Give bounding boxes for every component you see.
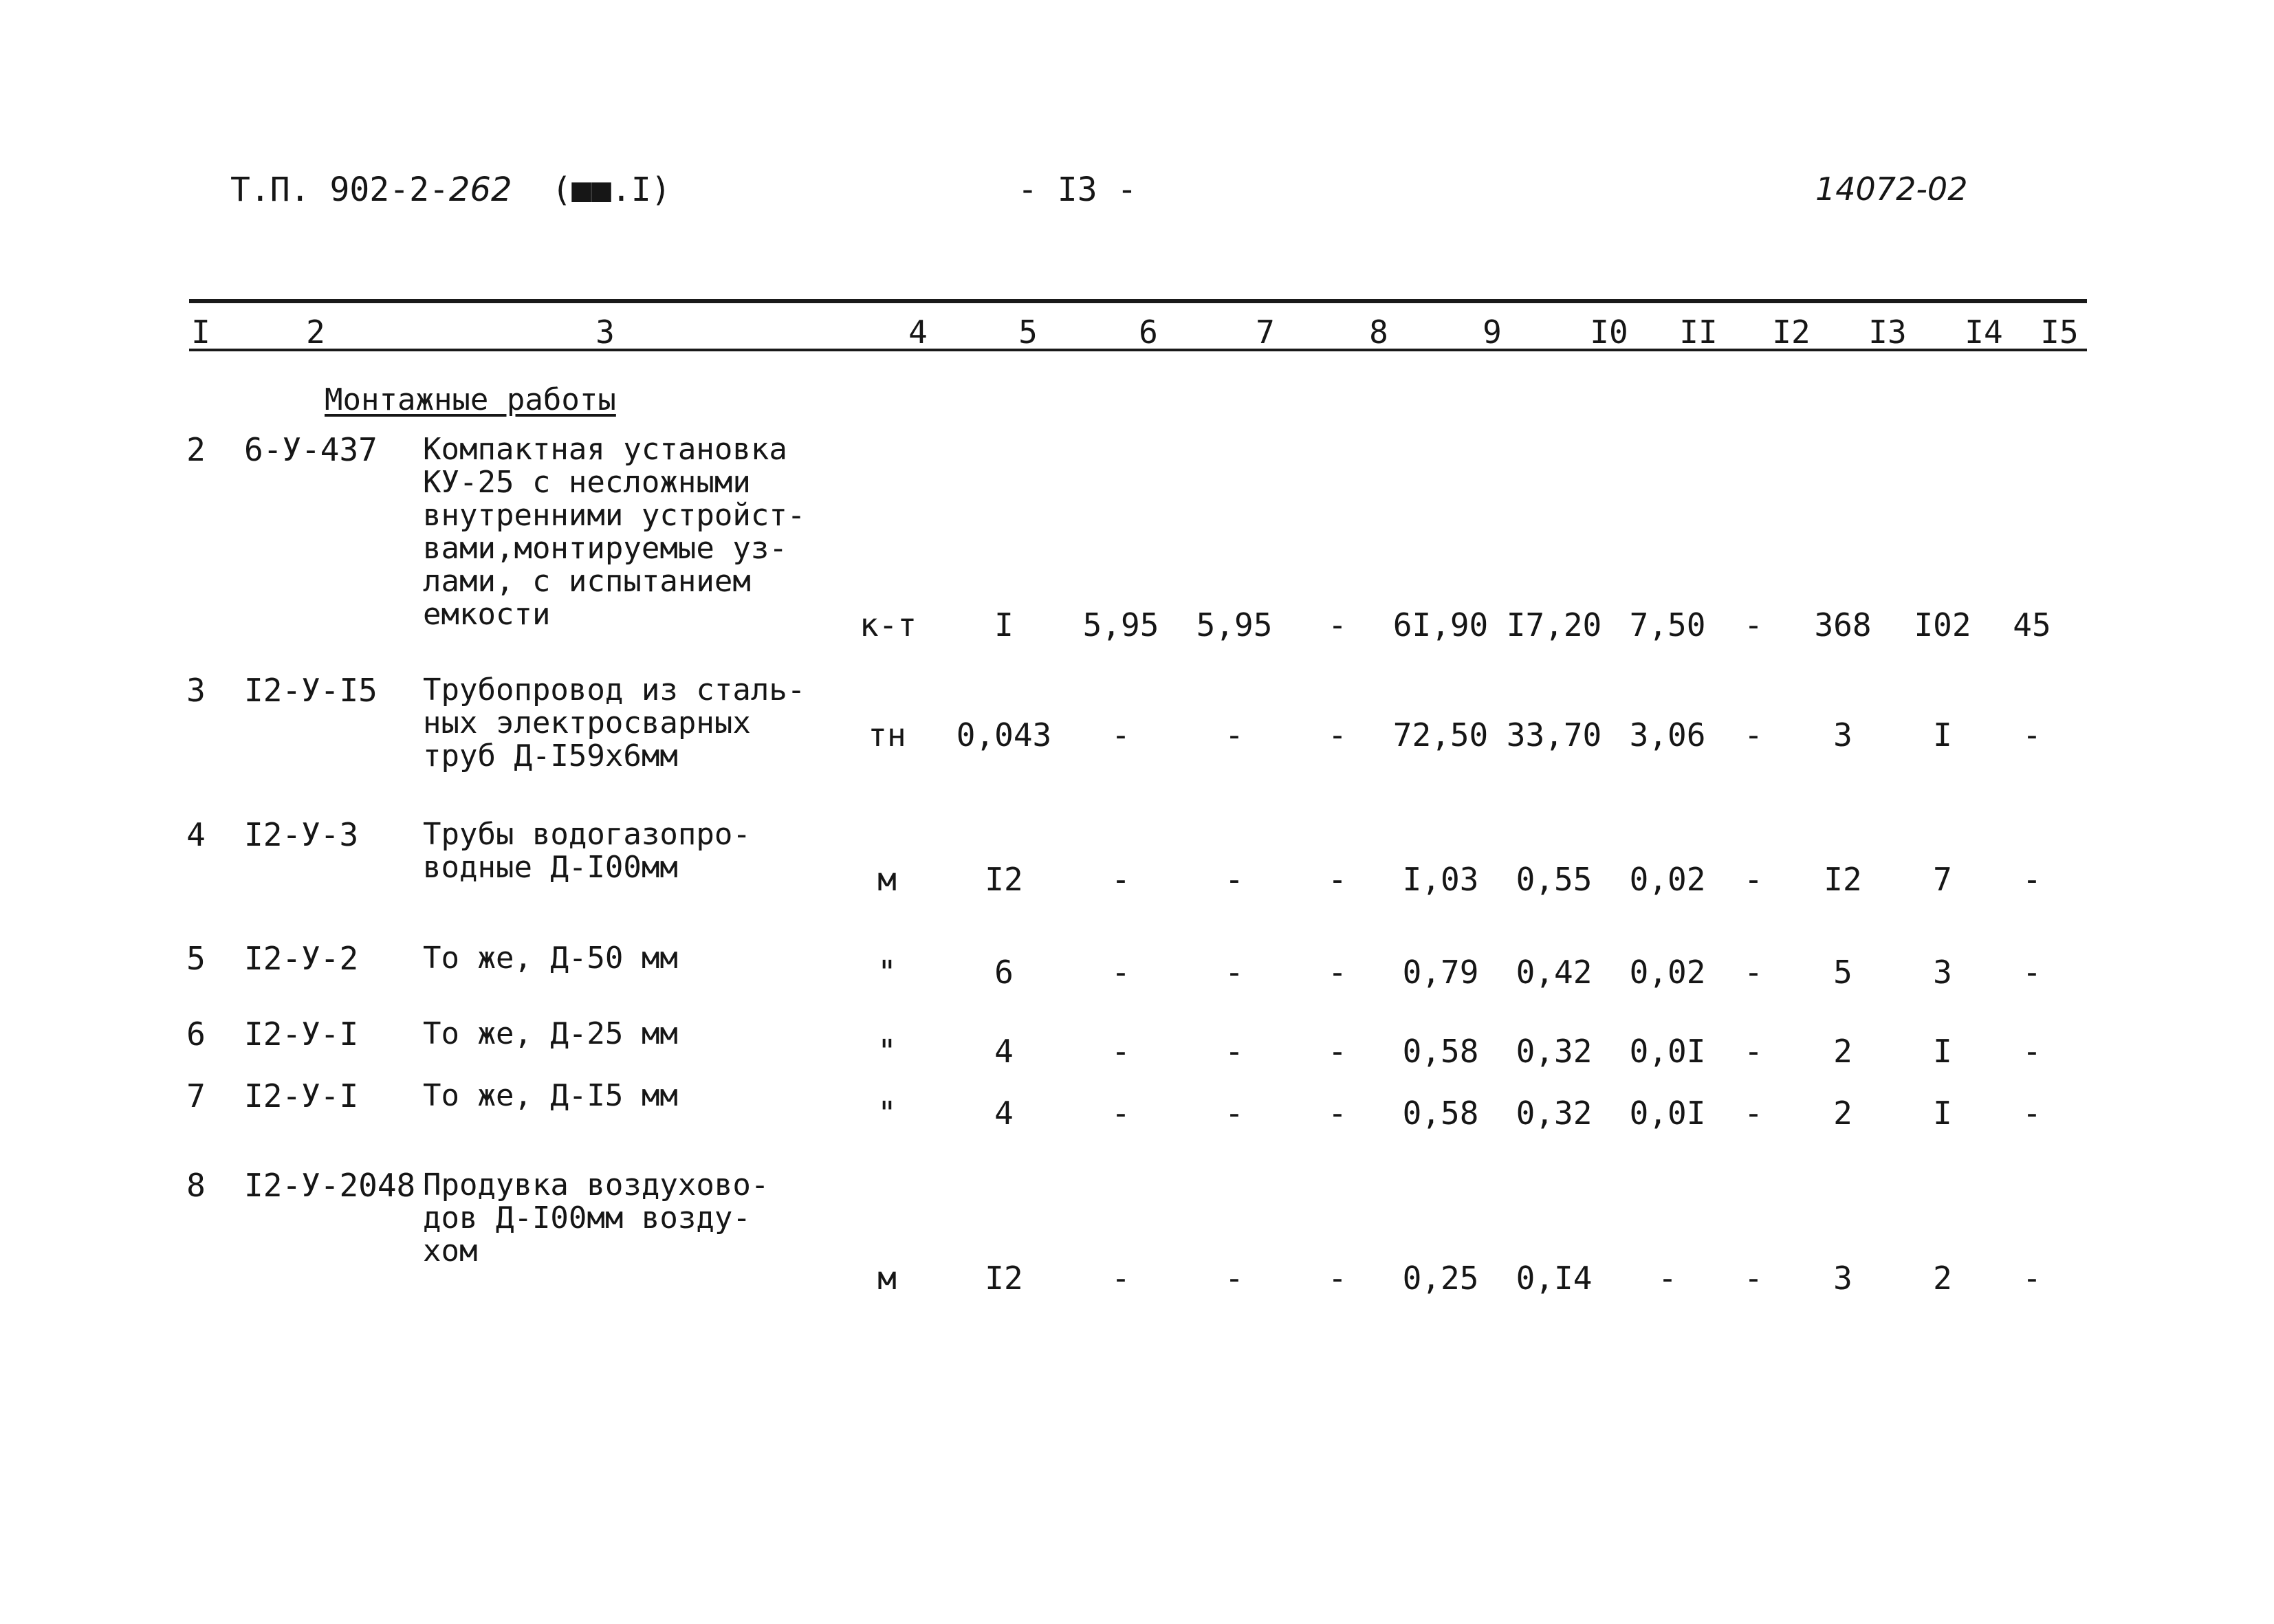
description-line: То же, Д-50 мм [423,941,678,976]
value-col-10: 0,32 [1516,1033,1593,1070]
value-col-9: 0,58 [1402,1033,1479,1070]
doc-prefix: Т.П. 902-2- [230,171,449,209]
value-col-5: 4 [994,1095,1014,1132]
value-col-5: I [994,606,1014,644]
value-col-6: - [1111,861,1130,898]
unit-of-measure: " [877,1095,897,1132]
page-number: - I3 - [1018,171,1137,209]
value-col-6: - [1111,1095,1130,1132]
column-number: 9 [1483,314,1502,351]
value-col-5: 4 [994,1033,1014,1070]
value-col-9: 0,25 [1402,1260,1479,1297]
description-line: хом [423,1233,478,1269]
column-number: I3 [1868,314,1907,351]
row-number: 7 [186,1077,206,1115]
item-code: I2-У-I [244,1077,359,1115]
item-code: I2-У-I5 [244,672,378,709]
item-description [423,942,678,975]
item-description [423,674,805,773]
value-col-6: - [1111,1033,1130,1070]
item-code: I2-У-2 [244,940,359,977]
column-number: 4 [908,314,928,351]
value-col-14: 2 [1933,1260,1952,1297]
value-col-15: - [2022,1095,2042,1132]
value-col-8: - [1328,606,1347,644]
column-number: 6 [1139,314,1158,351]
value-col-5: 6 [994,954,1014,991]
value-col-12: - [1744,1095,1763,1132]
row-number: 5 [186,940,206,977]
row-number: 2 [186,431,206,468]
row-number: 4 [186,816,206,853]
value-col-5: 0,043 [956,716,1052,754]
section-title: Монтажные работы [325,382,616,417]
unit-of-measure: к-т [860,606,917,644]
document-designation [230,171,671,209]
value-col-6: - [1111,1260,1130,1297]
value-col-8: - [1328,1095,1347,1132]
value-col-7: 5,95 [1196,606,1273,644]
value-col-10: 0,32 [1516,1095,1593,1132]
value-col-7: - [1225,716,1244,754]
value-col-13: 2 [1833,1095,1852,1132]
value-col-8: - [1328,861,1347,898]
value-col-12: - [1744,606,1763,644]
value-col-9: 6I,90 [1392,606,1489,644]
item-description [423,818,751,884]
value-col-5: I2 [985,861,1023,898]
value-col-14: 3 [1933,954,1952,991]
value-col-14: 7 [1933,861,1952,898]
description-line: лами, с испытанием [423,564,751,599]
column-number: 5 [1018,314,1038,351]
item-description [423,433,805,631]
value-col-12: - [1744,861,1763,898]
value-col-9: 0,58 [1402,1095,1479,1132]
value-col-7: - [1225,954,1244,991]
value-col-13: I2 [1824,861,1862,898]
value-col-13: 2 [1833,1033,1852,1070]
value-col-15: - [2022,1033,2042,1070]
column-number: I2 [1772,314,1811,351]
value-col-13: 368 [1814,606,1872,644]
value-col-7: - [1225,1095,1244,1132]
value-col-11: 0,0I [1629,1033,1706,1070]
column-number: I5 [2040,314,2079,351]
value-col-15: - [2022,716,2042,754]
value-col-7: - [1225,1260,1244,1297]
column-number: 3 [595,314,615,351]
description-line: Продувка воздухово- [423,1167,769,1203]
unit-of-measure: м [877,1260,897,1297]
description-line: труб Д-I59х6мм [423,738,678,773]
unit-of-measure: " [877,1033,897,1070]
value-col-11: 7,50 [1629,606,1706,644]
value-col-13: 3 [1833,716,1852,754]
value-col-13: 5 [1833,954,1852,991]
table-top-rule [189,299,2087,303]
value-col-11: - [1658,1260,1677,1297]
value-col-12: - [1744,954,1763,991]
value-col-14: I [1933,1033,1952,1070]
value-col-15: - [2022,861,2042,898]
value-col-10: I7,20 [1506,606,1602,644]
description-line: емкости [423,597,551,632]
value-col-8: - [1328,716,1347,754]
column-number: I [191,314,210,351]
value-col-12: - [1744,1260,1763,1297]
description-line: То же, Д-I5 мм [423,1078,678,1113]
value-col-7: - [1225,1033,1244,1070]
value-col-14: I [1933,1095,1952,1132]
description-line: Компактная установка [423,432,787,467]
item-description [423,1079,678,1112]
value-col-14: I [1933,716,1952,754]
item-code: 6-У-437 [244,431,378,468]
value-col-12: - [1744,716,1763,754]
value-col-15: - [2022,1260,2042,1297]
value-col-8: - [1328,954,1347,991]
item-description [423,1169,769,1268]
doc-suffix: (■■.I) [551,171,671,209]
unit-of-measure: тн [868,716,906,754]
row-number: 3 [186,672,206,709]
item-code: I2-У-2048 [244,1167,416,1204]
value-col-9: I,03 [1402,861,1479,898]
value-col-11: 0,02 [1629,861,1706,898]
value-col-11: 0,0I [1629,1095,1706,1132]
description-line: водные Д-I00мм [423,850,678,885]
description-line: Трубы водогазопро- [423,817,751,852]
value-col-11: 0,02 [1629,954,1706,991]
value-col-9: 0,79 [1402,954,1479,991]
value-col-11: 3,06 [1629,716,1706,754]
doc-number-handwritten: 262 [448,171,512,209]
value-col-8: - [1328,1033,1347,1070]
value-col-8: - [1328,1260,1347,1297]
value-col-5: I2 [985,1260,1023,1297]
description-line: То же, Д-25 мм [423,1016,678,1051]
value-col-13: 3 [1833,1260,1852,1297]
value-col-15: - [2022,954,2042,991]
item-description [423,1018,678,1051]
unit-of-measure: м [877,861,897,898]
description-line: ных электросварных [423,705,751,740]
value-col-7: - [1225,861,1244,898]
description-line: внутренними устройст- [423,498,806,533]
column-number: 2 [306,314,325,351]
row-number: 8 [186,1167,206,1204]
row-number: 6 [186,1016,206,1053]
value-col-6: - [1111,954,1130,991]
column-number: 8 [1369,314,1388,351]
document-code: 14072-02 [1815,171,1968,208]
value-col-6: 5,95 [1082,606,1159,644]
description-line: вами,монтируемые уз- [423,531,787,566]
item-code: I2-У-3 [244,816,359,853]
description-line: Трубопровод из сталь- [423,672,806,707]
value-col-6: - [1111,716,1130,754]
column-number: 7 [1256,314,1275,351]
value-col-14: I02 [1914,606,1971,644]
column-number: I0 [1590,314,1628,351]
unit-of-measure: " [877,954,897,991]
value-col-10: 0,55 [1516,861,1593,898]
description-line: дов Д-I00мм возду- [423,1200,751,1236]
value-col-12: - [1744,1033,1763,1070]
value-col-10: 0,I4 [1516,1260,1593,1297]
value-col-15: 45 [2013,606,2051,644]
column-number: I4 [1965,314,2003,351]
description-line: КУ-25 с несложными [423,465,751,500]
column-number: II [1679,314,1718,351]
value-col-9: 72,50 [1392,716,1489,754]
value-col-10: 0,42 [1516,954,1593,991]
item-code: I2-У-I [244,1016,359,1053]
value-col-10: 33,70 [1506,716,1602,754]
